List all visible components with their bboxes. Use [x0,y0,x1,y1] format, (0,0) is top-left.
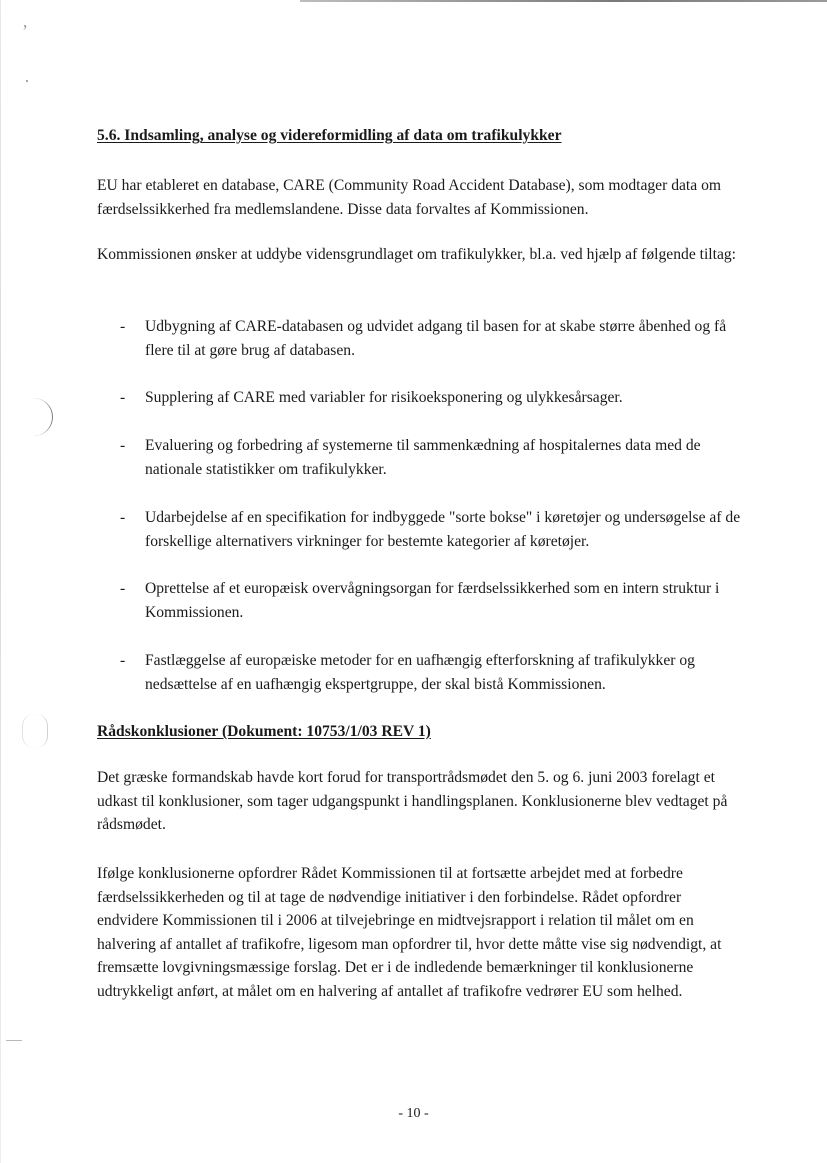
scan-edge-top [300,0,827,2]
page-number: - 10 - [398,1106,429,1121]
list-item [120,386,748,410]
list-item [120,315,748,362]
bullet-dash: - [120,652,126,669]
list-item [120,649,748,696]
bullet-dash: - [120,509,126,526]
binder-hole-mark [30,398,53,436]
council-conclusions-subheading: Rådskonklusioner (Dokument: 10753/1/03 REV 1) [97,723,431,740]
conclusions-paragraph: Ifølge konklusionerne opfordrer Rådet Kommissionen til at fortsætte arbejdet med at forbedre færdselssikkerheden og til at tage de nødvendige initiativer i den forbindelse. Rådet opfordrer endvidere Kommissionen til i 2006 at tilvejebringe en midtvejsrapport i relation til målet om en halvering af antallet af trafikofre, ligesom man opfordrer til, hvor dette måtte vise sig nødvendigt, at fremsætte lovgivningsmæssige forslag. Det er i de indledende bemærkninger til konklusionerne udtrykkeligt anført, at målet om en halvering af antallet af trafikofre vedrører EU som helhed. [97,865,722,1000]
list-item-text: Oprettelse af et europæisk overvågningsorgan for færdselssikkerhed som en intern struktur i Kommissionen. [145,580,720,621]
bullet-dash: - [120,580,126,597]
binder-hole-mark [22,714,48,748]
care-intro-paragraph: EU har etableret en database, CARE (Community Road Accident Database), som modtager data om færdselssikkerhed fra medlemslandene. Disse data forvaltes af Kommissionen. [97,177,721,218]
list-item-text: Udarbejdelse af en specifikation for indbyggede "sorte bokse" i køretøjer og undersøgelse af de forskellige alternativers virkninger for bestemte kategorier af køretøjer. [145,509,741,550]
commission-wish-paragraph: Kommissionen ønsker at uddybe vidensgrundlaget om trafikulykker, bl.a. ved hjælp af følgende tiltag: [97,246,737,263]
greek-presidency-paragraph: Det græske formandskab havde kort forud for transportrådsmødet den 5. og 6. juni 2003 forelagt et udkast til konklusioner, som tager udgangspunkt i handlingsplanen. Konklusionerne blev vedtaget på rådsmødet. [97,769,728,833]
bullet-dash: - [120,437,126,454]
margin-tick [6,1040,22,1041]
bullet-dash: - [120,318,126,335]
list-item-text: Supplering af CARE med variabler for risikoeksponering og ulykkesårsager. [145,389,623,406]
list-item [120,506,748,553]
list-item-text: Evaluering og forbedring af systemerne til sammenkædning af hospitalernes data med de nationale statistikker om trafikulykker. [145,437,701,478]
list-item-text: Udbygning af CARE-databasen og udvidet adgang til basen for at skabe større åbenhed og få flere til at gøre brug af databasen. [145,318,727,359]
scan-speck: · [24,71,30,91]
list-item [120,577,748,624]
list-item-text: Fastlæggelse af europæiske metoder for en uafhængig efterforskning af trafikulykker og nedsættelse af en uafhængig ekspertgruppe, der skal bistå Kommissionen. [145,652,695,693]
section-heading: 5.6. Indsamling, analyse og videreformidling af data om trafikulykker [97,127,562,144]
scan-speck: ’ [22,21,28,41]
bullet-dash: - [120,389,126,406]
list-item [120,434,748,481]
scan-edge-left [0,0,1,1163]
